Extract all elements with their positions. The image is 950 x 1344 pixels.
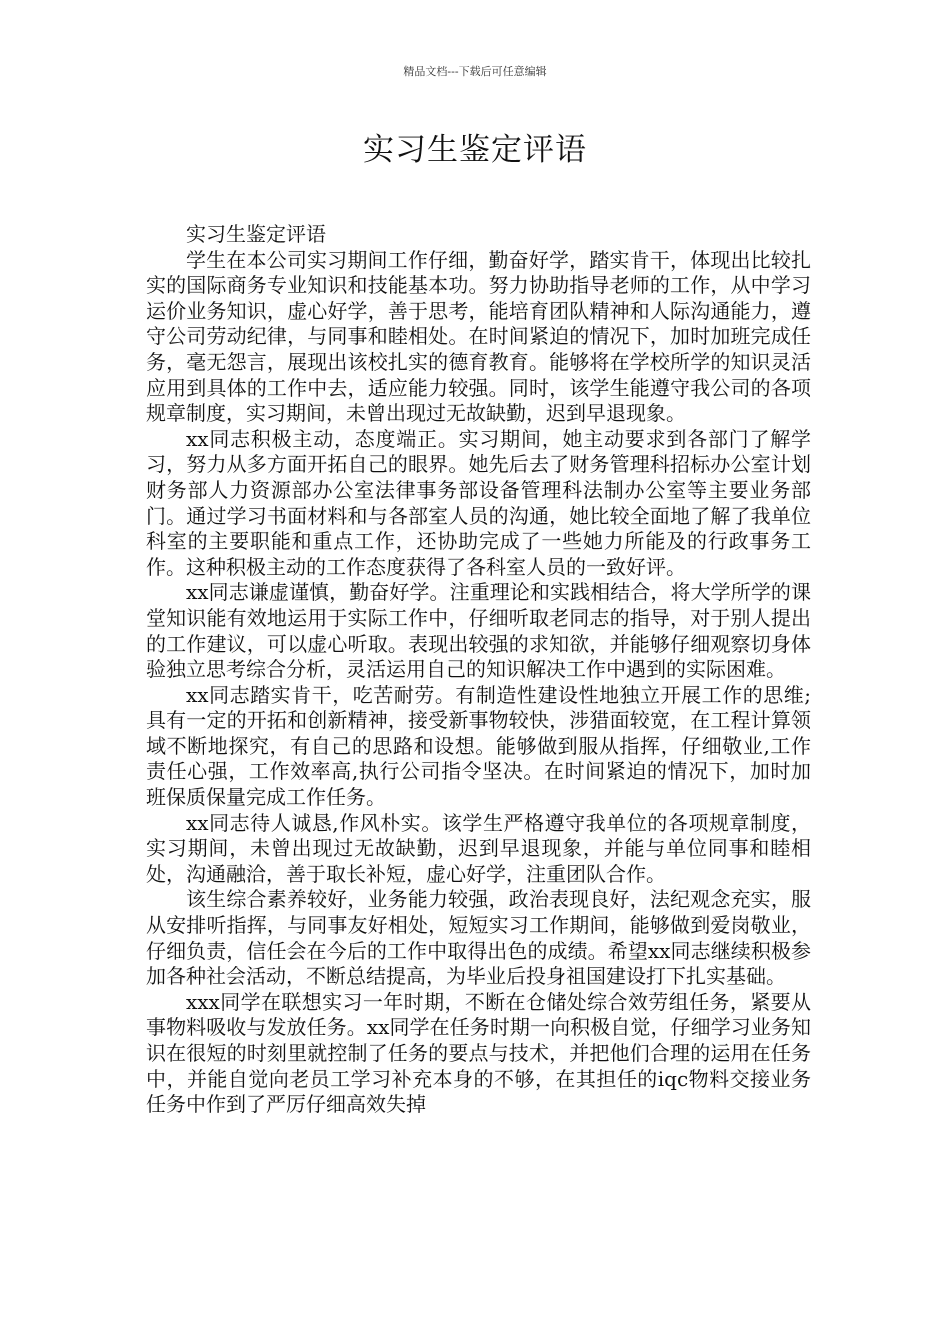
paragraph-7: xxx同学在联想实习一年时期，不断在仓储处综合效劳组任务，紧要从事物料吸收与发放任务。xx同学在任务时期一向积极自觉，仔细学习业务知识在很短的时刻里就控制了任务的要点与技术，并把他们合理的运用在任务中，并能自觉向老员工学习补充本身的不够，在其担任的iqc物料交接业务任务中作到了严厉仔细高效失掉 [146,989,811,1117]
paragraph-3: xx同志谦虚谨慎，勤奋好学。注重理论和实践相结合，将大学所学的课堂知识能有效地运用于实际工作中，仔细听取老同志的指导，对于别人提出的工作建议，可以虚心听取。表现出较强的求知欲，并能够仔细观察切身体验独立思考综合分析，灵活运用自己的知识解决工作中遇到的实际困难。 [146,580,811,682]
paragraph-5: xx同志待人诚恳,作风朴实。该学生严格遵守我单位的各项规章制度，实习期间，未曾出现过无故缺勤，迟到早退现象，并能与单位同事和睦相处，沟通融洽，善于取长补短，虚心好学，注重团队合作。 [146,810,811,886]
paragraph-1: 学生在本公司实习期间工作仔细，勤奋好学，踏实肯干，体现出比较扎实的国际商务专业知识和技能基本功。努力协助指导老师的工作，从中学习运价业务知识，虚心好学，善于思考，能培育团队精神和人际沟通能力，遵守公司劳动纪律，与同事和睦相处。在时间紧迫的情况下，加时加班完成任务，毫无怨言，展现出该校扎实的德育教育。能够将在学校所学的知识灵活应用到具体的工作中去，适应能力较强。同时，该学生能遵守我公司的各项规章制度，实习期间，未曾出现过无故缺勤，迟到早退现象。 [146,247,811,426]
paragraph-2: xx同志积极主动，态度端正。实习期间，她主动要求到各部门了解学习，努力从多方面开拓自己的眼界。她先后去了财务管理科招标办公室计划财务部人力资源部办公室法律事务部设备管理科法制办公室等主要业务部门。通过学习书面材料和与各部室人员的沟通，她比较全面地了解了我单位科室的主要职能和重点工作，还协助完成了一些她力所能及的行政事务工作。这种积极主动的工作态度获得了各科室人员的一致好评。 [146,426,811,579]
document-subtitle: 实习生鉴定评语 [186,222,326,246]
document-body [146,222,811,1118]
paragraph-6: 该生综合素养较好，业务能力较强，政治表现良好，法纪观念充实，服从安排听指挥，与同事友好相处，短短实习工作期间，能够做到爱岗敬业，仔细负责，信任会在今后的工作中取得出色的成绩。希望xx同志继续积极参加各种社会活动，不断总结提高，为毕业后投身祖国建设打下扎实基础。 [146,887,811,989]
document-title: 实习生鉴定评语 [363,132,587,168]
header-note: 精品文档---下载后可任意编辑 [403,65,547,78]
paragraph-4: xx同志踏实肯干，吃苦耐劳。有制造性建设性地独立开展工作的思维;具有一定的开拓和创新精神，接受新事物较快，涉猎面较宽，在工程计算领域不断地探究，有自己的思路和设想。能够做到服从指挥，仔细敬业,工作责任心强，工作效率高,执行公司指令坚决。在时间紧迫的情况下，加时加班保质保量完成工作任务。 [146,682,811,810]
